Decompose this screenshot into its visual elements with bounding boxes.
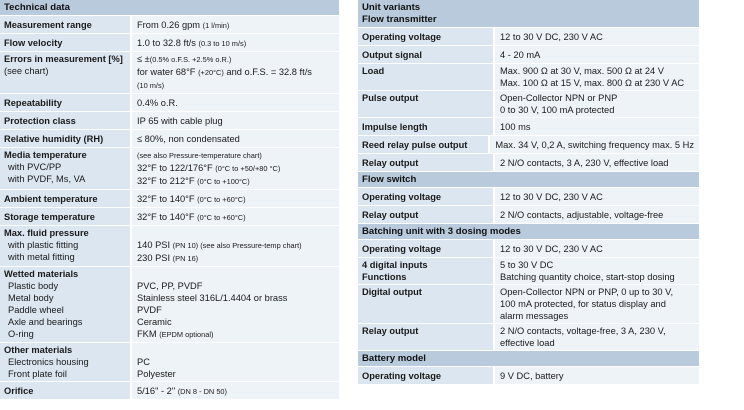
spec-label	[0, 267, 130, 342]
spec-label	[358, 28, 493, 45]
section-title: Batching unit with 3 dosing modes	[362, 226, 521, 237]
spec-value-line	[500, 157, 694, 169]
spec-value	[130, 112, 339, 129]
spec-label-text: Digital output	[362, 287, 422, 297]
spec-sublabel: with PVC/PP	[8, 162, 62, 172]
spec-label	[0, 343, 130, 381]
spec-value-text: 1.0 to 32.8 ft/s	[137, 38, 199, 48]
spec-sublabel: Axle and bearings	[8, 317, 83, 327]
spec-row	[0, 130, 339, 148]
spec-value	[493, 154, 699, 171]
spec-label	[358, 188, 493, 205]
spec-value-text: 0.4% o.R.	[137, 98, 178, 108]
spec-row	[358, 285, 699, 324]
spec-value-line	[137, 19, 334, 32]
spec-row	[0, 382, 339, 400]
spec-label	[358, 206, 493, 223]
spec-label-text: 4 digital inputs	[362, 260, 428, 270]
spec-value-line	[500, 49, 694, 61]
spec-value-line	[137, 368, 334, 380]
spec-value-note: (0°C to +100°C)	[197, 177, 250, 186]
spec-value-line	[137, 385, 334, 398]
spec-label-text: Operating voltage	[362, 244, 442, 254]
spec-row	[358, 324, 699, 351]
spec-row	[0, 112, 339, 130]
spec-label	[358, 136, 488, 153]
spec-value-text: for water 68°F	[137, 67, 199, 77]
spec-label	[0, 94, 130, 111]
spec-value	[130, 148, 339, 189]
spec-row	[0, 16, 339, 34]
spec-value-text: Ceramic	[137, 317, 172, 327]
spec-value-text: 100 mA protected, for status display and	[500, 299, 666, 309]
spec-value	[130, 226, 339, 266]
spec-value-text: 32°F to 140°F	[137, 212, 198, 222]
spec-value-note: (1 l/min)	[202, 21, 230, 30]
spec-label-text: Media temperature	[4, 150, 87, 160]
spec-label	[358, 285, 493, 323]
spec-value-note: (see also Pressure-temperature chart)	[137, 151, 262, 160]
spec-label	[358, 64, 493, 90]
spec-value-note: (0.5% o.F.S. +2.5% o.R.)	[149, 55, 232, 64]
spec-value	[493, 324, 699, 350]
spec-row	[358, 188, 699, 206]
spec-value-line	[495, 139, 694, 151]
spec-value-text: Max. 900 Ω at 30 V, max. 500 Ω at 24 V	[500, 66, 664, 76]
spec-label-text: Flow velocity	[4, 38, 63, 48]
spec-label	[358, 91, 493, 117]
spec-row	[358, 136, 699, 154]
spec-sublabel: Paddle wheel	[8, 305, 64, 315]
spec-sublabel: Electronics housing	[8, 357, 89, 367]
spec-label-text: Measurement range	[4, 20, 92, 30]
spec-value-line	[500, 104, 694, 116]
spec-value	[493, 206, 699, 223]
spec-label	[0, 16, 130, 33]
spec-value-line	[137, 175, 334, 188]
spec-value-text: 100 ms	[500, 122, 531, 132]
spec-value-text: PVDF	[137, 305, 162, 315]
spec-label	[358, 154, 493, 171]
spec-value-text: From 0.26 gpm	[137, 20, 203, 30]
spec-row	[358, 154, 699, 172]
spec-value-note: (PN 16)	[172, 254, 199, 263]
spec-label	[0, 190, 130, 207]
spec-sublabel: Front plate foil	[8, 369, 67, 379]
spec-value-text: Max. 100 Ω at 15 V, max. 800 Ω at 230 V AC	[500, 78, 685, 88]
spec-value-text: 9 V DC, battery	[500, 371, 564, 381]
spec-value-text: 32°F to 122/176°F	[137, 163, 216, 173]
spec-value-note: (0°C to +50/+80 °C)	[215, 164, 281, 173]
spec-row	[358, 240, 699, 258]
spec-label	[358, 118, 493, 135]
section-header	[358, 172, 699, 188]
spec-sublabel: Plastic body	[8, 281, 59, 291]
spec-value	[493, 188, 699, 205]
spec-row	[0, 343, 339, 382]
spec-value-text: Polyester	[137, 369, 176, 379]
spec-label-text: Operating voltage	[362, 192, 442, 202]
spec-sublabel: O-ring	[8, 329, 34, 339]
spec-value-note: (+20°C)	[198, 68, 224, 77]
spec-value-text: 12 to 30 V DC, 230 V AC	[500, 32, 603, 42]
spec-value-note: (10 m/s)	[137, 81, 165, 90]
spec-value-text: 2 N/O contacts, voltage-free, 3 A, 230 V,	[500, 326, 666, 336]
spec-value-note: (0.3 to 10 m/s)	[198, 39, 247, 48]
spec-label-text: Relay output	[362, 158, 419, 168]
spec-value-line	[137, 239, 334, 252]
spec-label	[0, 226, 130, 266]
spec-sublabel: with PVDF, Ms, VA	[8, 174, 86, 184]
spec-value-text: ≤ ±	[137, 54, 150, 64]
section-header	[358, 0, 699, 28]
spec-value-line	[500, 286, 694, 298]
spec-value-line	[137, 304, 334, 316]
spec-value	[130, 34, 339, 51]
spec-value-line	[500, 77, 694, 89]
spec-value-line	[500, 337, 694, 349]
spec-value-text: 2 N/O contacts, 3 A, 230 V, effective load	[500, 158, 669, 168]
spec-sublabel: with plastic fitting	[8, 240, 79, 250]
spec-label	[0, 382, 130, 399]
spec-sublabel: Metal body	[8, 293, 54, 303]
spec-row	[358, 28, 699, 46]
spec-value	[130, 343, 339, 381]
spec-label-text: Impulse length	[362, 122, 428, 132]
section-header	[358, 224, 699, 240]
spec-value	[130, 94, 339, 111]
spec-value-text: 12 to 30 V DC, 230 V AC	[500, 244, 603, 254]
spec-label-text: Relay output	[362, 326, 419, 336]
spec-value-text: Batching quantity choice, start-stop dosing	[500, 272, 675, 282]
spec-value	[488, 136, 699, 153]
spec-value	[493, 258, 699, 284]
spec-value-line	[500, 92, 694, 104]
spec-value	[130, 267, 339, 342]
spec-note: (see chart)	[4, 66, 49, 76]
spec-label-text: Storage temperature	[4, 212, 95, 222]
spec-label-text: Other materials	[4, 345, 73, 355]
spec-value-line	[137, 53, 334, 66]
spec-value-line	[500, 65, 694, 77]
spec-label	[0, 112, 130, 129]
spec-label-text: Repeatability	[4, 98, 62, 108]
spec-row	[358, 91, 699, 118]
spec-value-line	[137, 227, 334, 239]
spec-value-line	[137, 344, 334, 356]
spec-label	[358, 240, 493, 257]
spec-value	[493, 46, 699, 63]
spec-value	[493, 91, 699, 117]
spec-label	[0, 52, 130, 93]
spec-row	[0, 34, 339, 52]
spec-value-line	[137, 316, 334, 328]
spec-value-line	[500, 31, 694, 43]
spec-value-text: 230 PSI	[137, 253, 173, 263]
spec-value-line	[137, 268, 334, 280]
spec-value-text: Max. 34 V, 0,2 A, switching frequency max. 5 Hz	[495, 140, 694, 150]
spec-value-text: and o.F.S. = 32.8 ft/s	[223, 67, 312, 77]
spec-value-text: 5 to 30 V DC	[500, 260, 554, 270]
spec-value-line	[500, 121, 694, 133]
spec-label-text: Functions	[362, 272, 407, 282]
spec-label-text: Operating voltage	[362, 371, 442, 381]
spec-value-note: (0°C to +60°C)	[197, 195, 246, 204]
spec-value-note: (DN 8 - DN 50)	[177, 387, 227, 396]
spec-label-text: Load	[362, 66, 385, 76]
spec-row	[0, 94, 339, 112]
spec-value-text: FKM	[137, 329, 160, 339]
technical-data-table	[0, 0, 339, 400]
spec-value-line	[137, 79, 334, 92]
spec-label-text: Max. fluid pressure	[4, 228, 89, 238]
spec-row	[0, 52, 339, 94]
spec-row	[0, 267, 339, 343]
spec-value-text: IP 65 with cable plug	[137, 116, 223, 126]
spec-value	[493, 367, 699, 384]
spec-label	[358, 367, 493, 384]
spec-label-text: Output signal	[362, 50, 422, 60]
spec-label-text: Pulse output	[362, 93, 419, 103]
spec-row	[358, 367, 699, 385]
spec-value-line	[500, 191, 694, 203]
spec-value	[130, 130, 339, 147]
spec-label	[358, 258, 493, 284]
spec-label	[0, 130, 130, 147]
spec-value-text: Stainless steel 316L/1.4404 or brass	[137, 293, 288, 303]
spec-value-line	[500, 310, 694, 322]
section-title: Battery model	[362, 353, 426, 364]
spec-value	[130, 382, 339, 399]
unit-variants-table	[358, 0, 699, 385]
spec-value-text: 12 to 30 V DC, 230 V AC	[500, 192, 603, 202]
technical-data-header: Technical data	[0, 0, 339, 16]
spec-label-text: Ambient temperature	[4, 194, 98, 204]
section-title: Unit variants	[362, 2, 421, 13]
spec-row	[0, 226, 339, 267]
spec-value	[130, 190, 339, 207]
spec-value-text: ≤ 80%, non condensated	[137, 134, 240, 144]
spec-label	[0, 208, 130, 225]
spec-value-line	[137, 292, 334, 304]
spec-value-text: 32°F to 140°F	[137, 194, 198, 204]
spec-value	[130, 208, 339, 225]
spec-value-line	[137, 162, 334, 175]
spec-value-line	[137, 115, 334, 127]
spec-value-line	[137, 66, 334, 79]
spec-value-note: (0°C to +60°C)	[197, 213, 246, 222]
spec-label-text: Orifice	[4, 386, 34, 396]
spec-value-text: 0 to 30 V, 100 mA protected	[500, 105, 615, 115]
spec-row	[358, 258, 699, 285]
spec-value	[130, 52, 339, 93]
spec-value-note: (EPDM optional)	[159, 330, 214, 339]
spec-value-line	[137, 252, 334, 265]
spec-value-line	[500, 298, 694, 310]
spec-value-line	[137, 149, 334, 162]
spec-label-text: Wetted materials	[4, 269, 79, 279]
spec-row	[0, 148, 339, 190]
spec-value-text: 32°F to 212°F	[137, 176, 198, 186]
spec-label-text: Reed relay pulse output	[362, 140, 468, 150]
spec-value-line	[137, 193, 334, 206]
spec-label	[0, 34, 130, 51]
unit-variants-sections	[358, 0, 699, 385]
spec-value	[493, 118, 699, 135]
spec-value	[493, 240, 699, 257]
spec-value-text: Open-Collector NPN or PNP	[500, 93, 618, 103]
spec-value	[130, 16, 339, 33]
spec-value-text: 2 N/O contacts, adjustable, voltage-free	[500, 210, 664, 220]
spec-sublabel: with metal fitting	[8, 252, 75, 262]
spec-value-text: Open-Collector NPN or PNP, 0 up to 30 V,	[500, 287, 674, 297]
spec-value-line	[137, 37, 334, 50]
spec-row	[358, 64, 699, 91]
spec-label	[0, 148, 130, 189]
spec-value-line	[500, 209, 694, 221]
spec-value-text: PC	[137, 357, 150, 367]
spec-value	[493, 64, 699, 90]
spec-value-text: effective load	[500, 338, 555, 348]
spec-value	[493, 28, 699, 45]
spec-label	[358, 46, 493, 63]
section-subtitle: Flow transmitter	[362, 14, 437, 25]
spec-value-line	[500, 259, 694, 271]
spec-value-note: (PN 10) (see also Pressure-temp chart)	[172, 241, 302, 250]
spec-label-text: Relay output	[362, 210, 419, 220]
spec-label-text: Relative humidity (RH)	[4, 134, 104, 144]
spec-label	[358, 324, 493, 350]
spec-value-text: 5/16" - 2"	[137, 386, 178, 396]
spec-label-text: Errors in measurement [%]	[4, 54, 123, 64]
spec-value-text: alarm messages	[500, 311, 569, 321]
section-header	[358, 351, 699, 367]
spec-value-line	[500, 243, 694, 255]
spec-value-text: 4 - 20 mA	[500, 50, 541, 60]
spec-label-text: Operating voltage	[362, 32, 442, 42]
spec-value-line	[500, 325, 694, 337]
spec-value-line	[500, 271, 694, 283]
spec-value-line	[137, 328, 334, 341]
spec-row	[358, 118, 699, 136]
spec-row	[0, 208, 339, 226]
spec-value-text: PVC, PP, PVDF	[137, 281, 203, 291]
spec-value-line	[137, 211, 334, 224]
section-title: Flow switch	[362, 174, 417, 185]
spec-value-line	[500, 370, 694, 382]
spec-value-text: 140 PSI	[137, 240, 173, 250]
spec-value	[493, 285, 699, 323]
spec-row	[0, 190, 339, 208]
technical-data-rows	[0, 16, 339, 400]
spec-value-line	[137, 356, 334, 368]
spec-row	[358, 206, 699, 224]
spec-value-line	[137, 97, 334, 109]
spec-value-line	[137, 280, 334, 292]
spec-value-line	[137, 133, 334, 145]
spec-row	[358, 46, 699, 64]
spec-label-text: Protection class	[4, 116, 76, 126]
